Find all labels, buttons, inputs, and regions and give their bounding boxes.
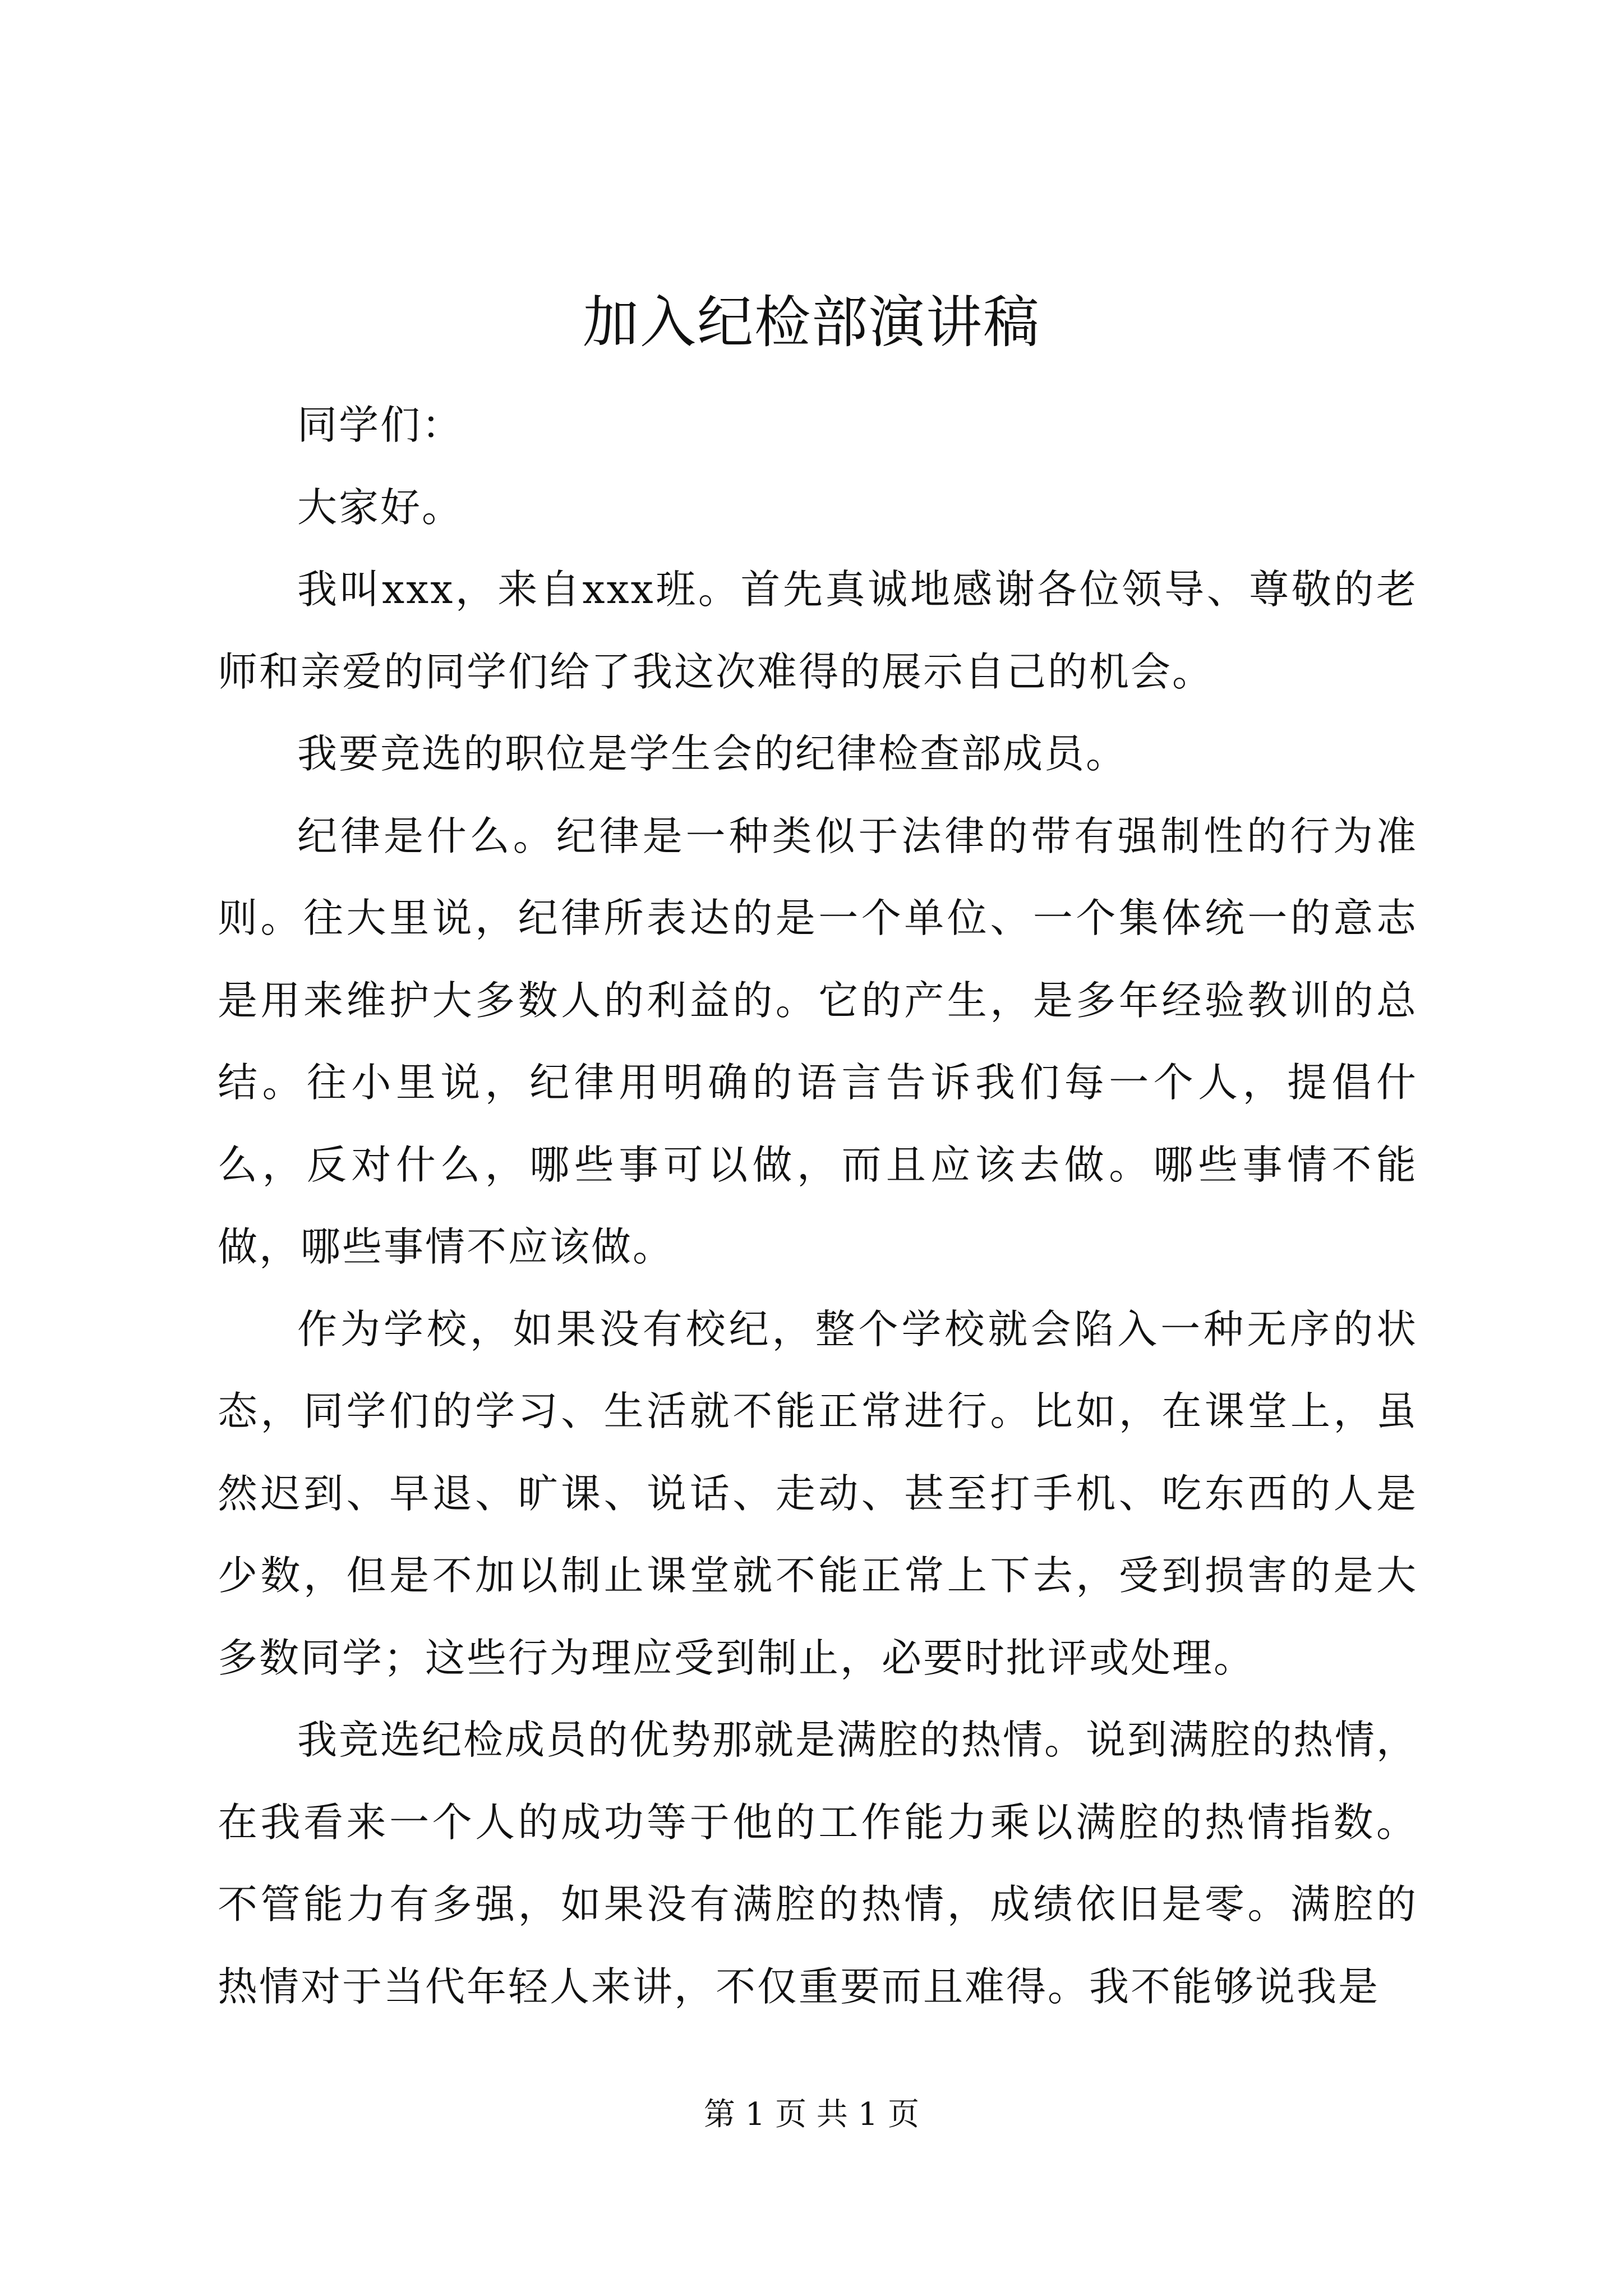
document-title: 加入纪检部演讲稿 bbox=[583, 289, 1040, 355]
paragraph-greeting: 大家好。 bbox=[297, 484, 464, 531]
paragraph-discipline-definition: 纪律是什么。纪律是一种类似于法律的带有强制性的行为准则。往大里说，纪律所表达的是一个单位、一个集体统一的意志是用来维护大多数人的利益的。它的产生，是多年经验教训的总结。往小里说，纪律用明确的语言告诉我们每一个人，提倡什么，反对什么，哪些事可以做，而且应该去做。哪些事情不能做，哪些事情不应该做。 bbox=[218, 812, 1418, 1270]
paragraph-position: 我要竞选的职位是学生会的纪律检查部成员。 bbox=[297, 730, 1128, 777]
paragraph-school-discipline: 作为学校，如果没有校纪，整个学校就会陷入一种无序的状态，同学们的学习、生活就不能正常进行。比如，在课堂上，虽然迟到、早退、旷课、说话、走动、甚至打手机、吃东西的人是少数，但是不加以制止课堂就不能正常上下去，受到损害的是大多数同学；这些行为理应受到制止，必要时批评或处理。 bbox=[218, 1305, 1418, 1681]
page-number-footer: 第 1 页 共 1 页 bbox=[703, 2096, 920, 2133]
document-body bbox=[218, 384, 1418, 2028]
paragraph-salutation: 同学们： bbox=[297, 402, 464, 448]
paragraph-introduction: 我叫xxx，来自xxx班。首先真诚地感谢各位领导、尊敬的老师和亲爱的同学们给了我这次难得的展示自己的机会。 bbox=[218, 566, 1418, 695]
paragraph-advantage: 我竞选纪检成员的优势那就是满腔的热情。说到满腔的热情，在我看来一个人的成功等于他的工作能力乘以满腔的热情指数。不管能力有多强，如果没有满腔的热情，成绩依旧是零。满腔的热情对于当代年轻人来讲，不仅重要而且难得。我不能够说我是 bbox=[218, 1717, 1418, 2010]
